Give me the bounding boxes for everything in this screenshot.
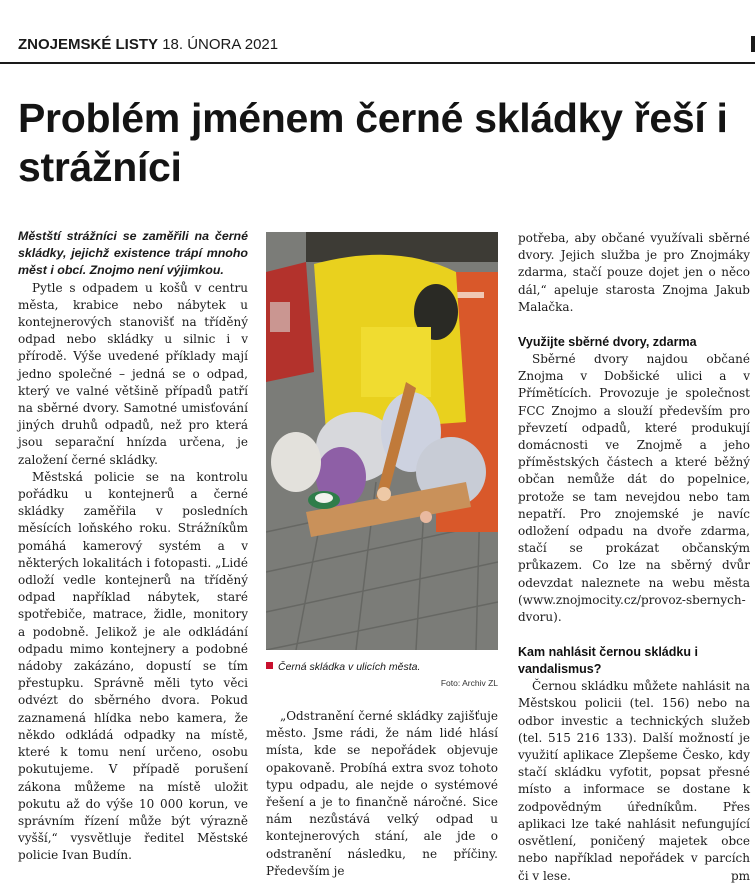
header-divider bbox=[0, 62, 755, 64]
paragraph-text: Černou skládku můžete nahlásit na Městskou policii (tel. 156) nebo na odbor investic a technických služeb (tel. 515 216 133). Další možností je využití aplikace Zlepšeme Česko, kdy stačí skládku vyfotit, popsat přesné místo a informace se dostane k zodpovědným úředníkům. Přes aplikaci lze také nahlásit nefungující osvětlení, poničený majetek obce nebo například nepořádek v parcích či v lese. bbox=[518, 679, 750, 883]
publication-name: ZNOJEMSKÉ LISTY bbox=[18, 36, 159, 53]
article-paragraph: Pytle s odpadem u košů v centru města, krabice nebo nábytek u kontejnerových stanovišť na tříděný odpad nebo skládky u silnic i v přírodě. Výše uvedené příklady mají jedno společné – jedná se o odpad, který ve valné většině případů patří na sběrné dvory. Samotné umisťování jiných druhů odpadů, než pro která jsou separační hnízda určena, je založení černé skládky. bbox=[18, 280, 248, 467]
photo-caption bbox=[266, 660, 498, 674]
article-paragraph: potřeba, aby občané využívali sběrné dvory. Jejich služba je pro Znojmáky zdarma, stačí pouze dojet jen o něco dál,“ apeluje starosta Znojma Jakub Malačka. bbox=[518, 231, 750, 314]
page-edge-marker bbox=[751, 36, 755, 52]
author-signature: pm bbox=[730, 868, 750, 883]
issue-date: 18. ÚNORA 2021 bbox=[162, 36, 279, 53]
section-subhead: Kam nahlásit černou skládku i vandalismus? bbox=[518, 645, 698, 677]
article-column-1 bbox=[18, 228, 248, 865]
garbage-photo-illustration bbox=[266, 232, 498, 650]
article-paragraph: Sběrné dvory najdou občané Znojma v Dobšické ulici a v Přímětících. Provozuje je společnost FCC Znojmo a slouží především pro převzetí odpadů, které produkují domácnosti ve Znojmě a jeho příměstských částech a které běžný občan nemůže dát do popelnice, protože se tam nevejdou nebo tam nepatří. Pro znojemské je navíc odložení odpadu na dvoře zdarma, stačí se prokázat občanským průkazem. Co lze na sběrný dvůr odevzdat naleznete na webu města (www.znojmocity.cz/provoz-sbernych-dvoru). bbox=[518, 352, 750, 625]
page-header bbox=[18, 36, 753, 53]
article-paragraph: Městská policie se na kontrolu pořádku u kontejnerů a černé skládky zaměřila v posledních měsících loňského roku. Strážníkům pomáhá kamerový systém a v některých lokalitách i fotopasti. „Lidé odloží vedle kontejnerů na tříděný odpad například nábytek, staré spotřebiče, matrace, židle, monitory a podobně. Jelikož je ale odkládání odpadu mimo kontejnery a podobné nádoby zakázáno, dopustí se tím přestupku. Správně měli tyto věci odvézt do sběrného dvora. Pokud zaznamená hlídka nebo kamera, že někdo odkládá odpadky na místě, které k tomu není určeno, osobu pokutujeme. V případě porušení zákona můžeme na místě uložit pokutu až do výše 10 000 korun, ve správním řízení může být výrazně vyšší,“ vysvětluje ředitel Městské policie Ivan Budín. bbox=[18, 469, 248, 863]
article-column-3 bbox=[518, 230, 750, 885]
photo-credit: Foto: Archiv ZL bbox=[440, 678, 498, 688]
caption-bullet-icon bbox=[266, 662, 273, 669]
article-headline: Problém jménem černé skládky řeší i strážníci bbox=[18, 95, 728, 190]
section-subhead: Využijte sběrné dvory, zdarma bbox=[518, 335, 697, 350]
caption-text: Černá skládka v ulicích města. bbox=[278, 661, 421, 673]
article-lead: Městští strážníci se zaměřili na černé skládky, jejichž existence trápí mnoho měst i obcí. Znojmo není výjimkou. bbox=[18, 229, 248, 278]
article-photo bbox=[266, 232, 498, 650]
article-paragraph: „Odstranění černé skládky zajišťuje město. Jsme rádi, že nám lidé hlásí místa, kde se nepořádek objevuje opakovaně. Probíhá extra svoz tohoto typu odpadu, ale nejde o systémové řešení a je to finančně náročné. Sice nám nezůstává velký odpad u kontejnerových stání, ale jde o odstranění následku, ne příčiny. Především je bbox=[266, 709, 498, 878]
article-paragraph bbox=[518, 678, 750, 884]
article-column-2 bbox=[266, 708, 498, 880]
